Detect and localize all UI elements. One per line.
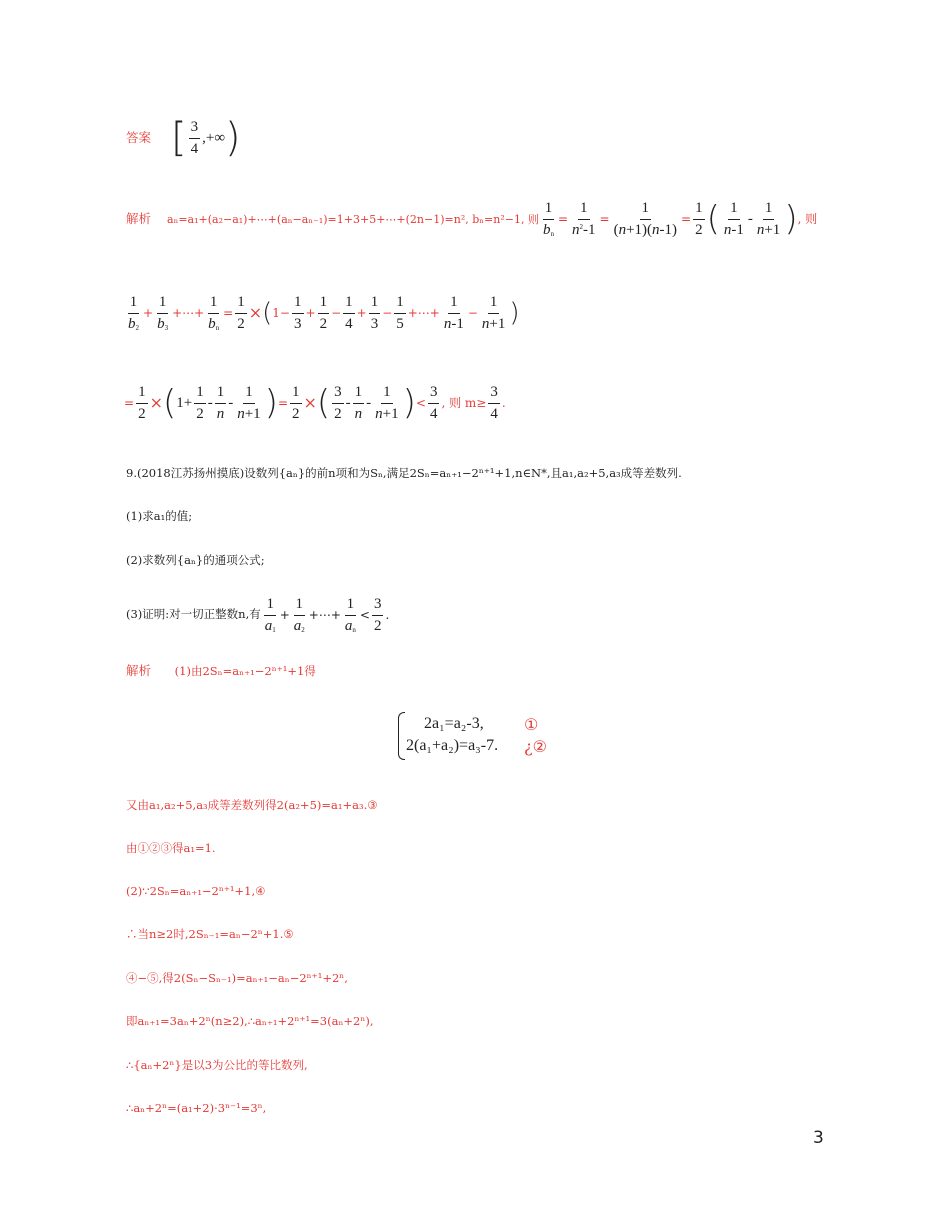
solution-line-6: 即aₙ₊₁=3aₙ+2ⁿ(n≥2),∴aₙ₊₁+2ⁿ⁺¹=3(aₙ+2ⁿ), xyxy=(126,1014,374,1028)
analysis-then: , 则 xyxy=(797,212,818,227)
system-eq-1: 2a₁=a₂-3, xyxy=(424,715,484,732)
solution-line-1: 又由a₁,a₂+5,a₃成等差数列得2(a₂+5)=a₁+a₃.③ xyxy=(126,798,378,812)
answer-line: 答案 [ $\frac{3}{4}$ ,+∞ ) xyxy=(126,115,241,161)
solution-line-2: 由①②③得a₁=1. xyxy=(126,841,216,855)
system-eq-1-mark: ① xyxy=(524,715,539,734)
result-tail: , 则 m≥ xyxy=(441,396,487,410)
page-number: 3 xyxy=(813,1128,824,1148)
result-line: = $\frac{1}{2}$ × ( 1+ $\frac{1}{2}$ - $\frac{1}{n}$ - $\frac{1}{n+1}$ ) = $\frac{1}{2}$ × ( $\frac{3}{2}$ - $\frac{1}{n}$ - $\frac{1}{n+1}$ ) < $\frac{3}{4}$ , 则 m≥ $\frac{3}{4}$ . xyxy=(124,383,506,423)
solution-line-8: ∴aₙ+2ⁿ=(a₁+2)·3ⁿ⁻¹=3ⁿ, xyxy=(126,1101,267,1115)
answer-interval-rest: ,+∞ xyxy=(202,129,226,146)
analysis-line-1: 解析 aₙ=a₁+(a₂−a₁)+⋯+(aₙ−aₙ₋₁)=1+3+5+⋯+(2n−1)=n², bₙ=n²−1, 则 $\frac{1}{b_n}$ = $\frac{1}{n^2-1}$ = $\frac{1}{(n+1)(n-1)}$ = $\frac{1}{2}$ ( $\frac{1}{n-1}$ - $\frac{1}{n+1}$ ) , 则 xyxy=(126,199,818,240)
system-eq-2-mark: ¿② xyxy=(524,737,547,756)
problem-stem: 9.(2018江苏扬州摸底)设数列{aₙ}的前n项和为Sₙ,满足2Sₙ=aₙ₊₁−2ⁿ⁺¹+1,n∈N*,且a₁,a₂+5,a₃成等差数列. xyxy=(126,466,682,480)
problem-q3: (3)证明:对一切正整数n,有 $\frac{1}{a_1}$ + $\frac{1}{a_2}$ +⋯+ $\frac{1}{a_n}$ < $\frac{3}{2}$ . xyxy=(126,596,390,634)
analysis-text: aₙ=a₁+(a₂−a₁)+⋯+(aₙ−aₙ₋₁)=1+3+5+⋯+(2n−1)=n², bₙ=n²−1, 则 xyxy=(167,212,539,226)
solution-line-4: ∴当n≥2时,2Sₙ₋₁=aₙ−2ⁿ+1.⑤ xyxy=(126,927,294,941)
system-eq-2: 2(a₁+a₂)=a₃-7. xyxy=(406,737,499,754)
sum-line: $\frac{1}{b_2}$ + $\frac{1}{b_3}$ +⋯+ $\frac{1}{b_n}$ = $\frac{1}{2}$ × ( 1− $\frac{1}{3}$ + $\frac{1}{2}$ − $\frac{1}{4}$ + $\frac{1}{3}$ − $\frac{1}{5}$ +⋯+ $\frac{1}{n-1}$ − $\frac{1}{n+1}$ ) xyxy=(128,294,520,332)
solution-intro: (1)由2Sₙ=aₙ₊₁−2ⁿ⁺¹+1得 xyxy=(174,664,316,678)
solution-intro-line xyxy=(126,665,316,678)
answer-label: 答案 xyxy=(126,129,152,145)
solution-label: 解析 xyxy=(126,663,152,678)
answer-fraction: $\frac{3}{4}$ xyxy=(190,119,199,157)
solution-line-3: (2)∵2Sₙ=aₙ₊₁−2ⁿ⁺¹+1,④ xyxy=(126,884,266,898)
problem-q1: (1)求a₁的值; xyxy=(126,509,193,523)
analysis-label: 解析 xyxy=(126,210,152,226)
problem-q2: (2)求数列{aₙ}的通项公式; xyxy=(126,553,265,567)
solution-line-5: ④−⑤,得2(Sₙ−Sₙ₋₁)=aₙ₊₁−aₙ−2ⁿ⁺¹+2ⁿ, xyxy=(126,971,348,985)
solution-line-7: ∴{aₙ+2ⁿ}是以3为公比的等比数列, xyxy=(126,1058,308,1072)
